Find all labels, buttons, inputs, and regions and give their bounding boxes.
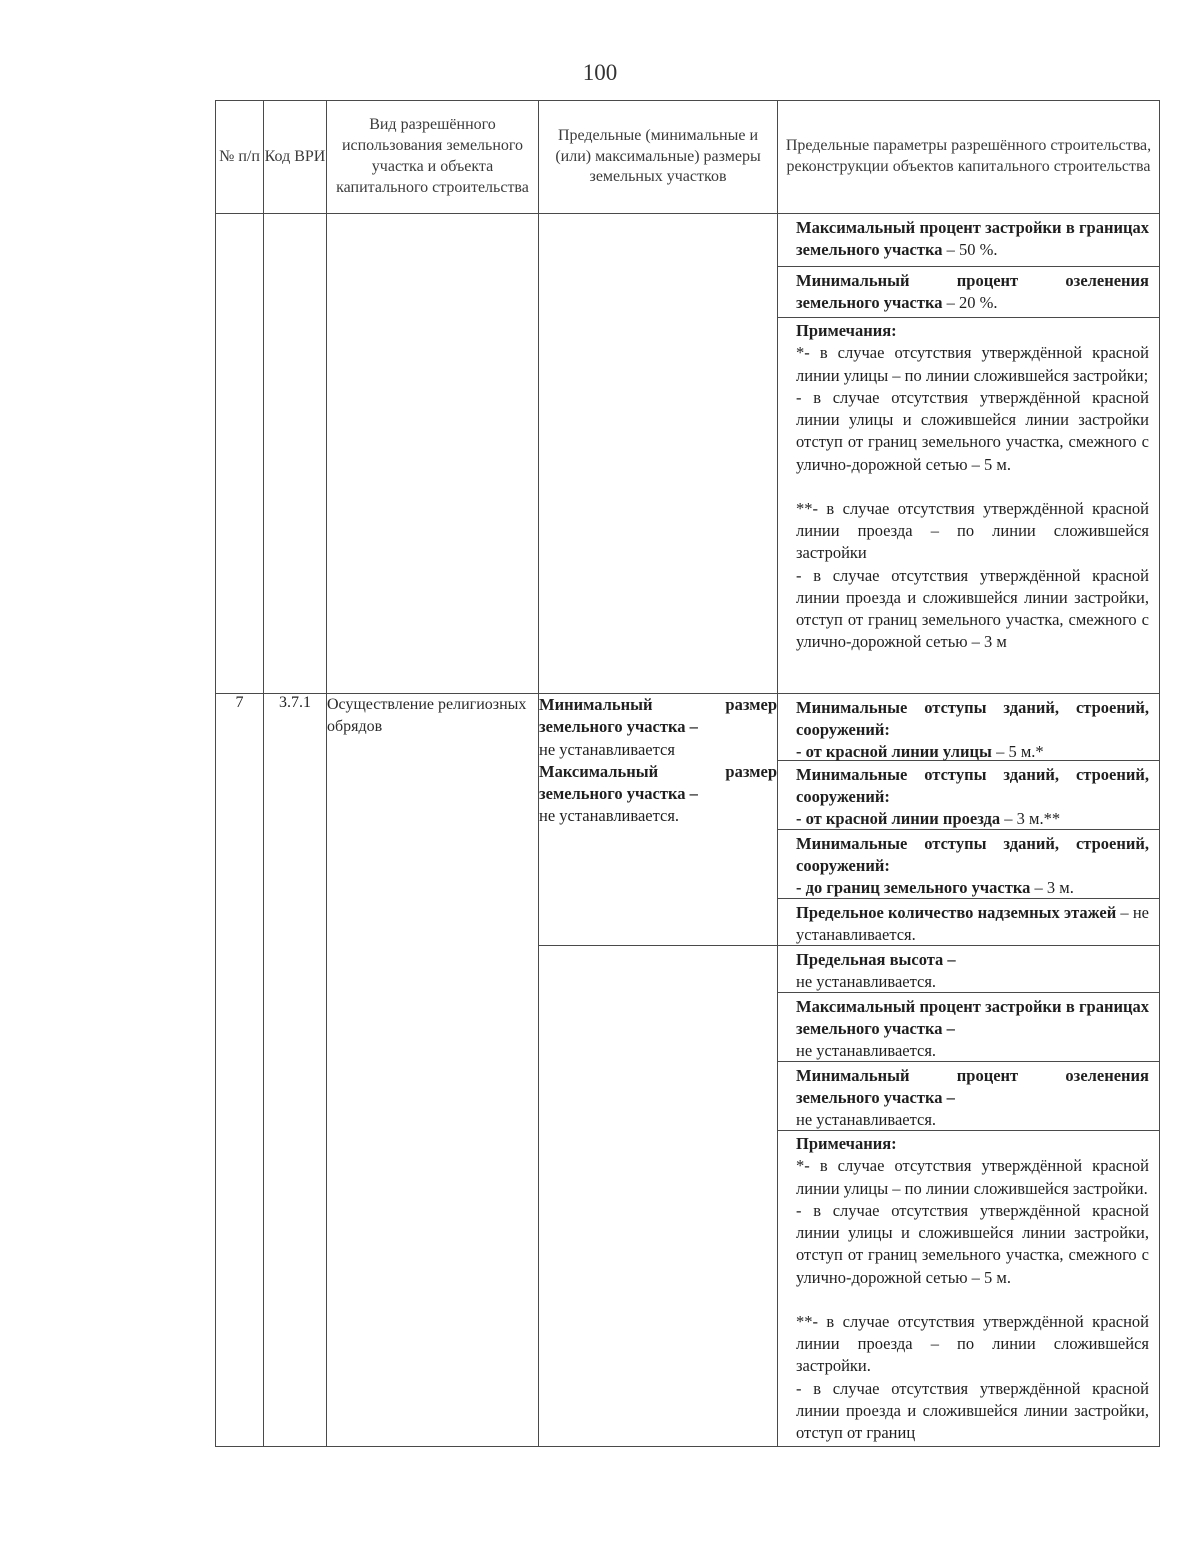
note-item: - в случае отсутствия утверждённой красной линии улицы и сложившейся линии застройки, отступ от границ земельного участка, смежного с улично-дорожной сетью – 5 м. <box>796 1200 1149 1287</box>
row7-params-a <box>778 694 1160 946</box>
header-sizes: Предельные (минимальные и (или) максимальные) размеры земельных участков <box>539 101 778 214</box>
header-code: Код ВРИ <box>264 101 327 214</box>
row7-sizes: Минимальный размер земельного участка – не устанавливается Максимальный размер земельного участка – не устанавливается. <box>539 694 778 946</box>
header-num: № п/п <box>216 101 264 214</box>
row7-num: 7 <box>216 694 264 1447</box>
table-row-7 <box>216 694 1160 946</box>
table-header-row <box>216 101 1160 214</box>
note-item: *- в случае отсутствия утверждённой красной линии улицы – по линии сложившейся застройки. <box>796 1156 1149 1198</box>
row7-sizes-empty <box>539 946 778 1447</box>
page-number: 100 <box>582 60 618 85</box>
row7-use: Осуществление религиозных обрядов <box>327 694 539 1447</box>
param-min-green: Минимальный процент озеленения земельного участка – не устанавливается. <box>778 1062 1159 1131</box>
notes-title: Примечания: <box>796 1134 897 1153</box>
zoning-table <box>215 100 1160 1447</box>
cont-params-cell <box>778 214 1160 694</box>
notes-block <box>778 318 1159 656</box>
param-max-built: Максимальный процент застройки в границах земельного участка – 50 %. <box>778 214 1159 267</box>
note-item: - в случае отсутствия утверждённой красной линии проезда и сложившейся линии застройки, отступ от границ <box>796 1378 1149 1443</box>
cont-num-cell <box>216 214 264 694</box>
note-item: *- в случае отсутствия утверждённой красной линии улицы – по линии сложившейся застройки; <box>796 343 1149 385</box>
param-min-green: Минимальный процент озеленения земельного участка – 20 %. <box>778 267 1159 318</box>
header-params: Предельные параметры разрешённого строительства, реконструкции объектов капитального строительства <box>778 101 1160 214</box>
param-setback-passage: Минимальные отступы зданий, строений, сооружений: - от красной линии проезда – 3 м.** <box>778 761 1159 830</box>
notes-block <box>778 1131 1159 1446</box>
table-row-continuation <box>216 214 1160 694</box>
note-item: **- в случае отсутствия утверждённой красной линии проезда – по линии сложившейся застройки. <box>796 1311 1149 1376</box>
param-height: Предельная высота – не устанавливается. <box>778 946 1159 993</box>
param-setback-street: Минимальные отступы зданий, строений, сооружений: - от красной линии улицы – 5 м.* <box>778 694 1159 761</box>
param-floors: Предельное количество надземных этажей – не устанавливается. <box>796 903 1149 944</box>
notes-title: Примечания: <box>796 321 897 340</box>
row7-params-b <box>778 946 1160 1447</box>
param-max-built: Максимальный процент застройки в границах земельного участка – не устанавливается. <box>778 993 1159 1062</box>
cont-code-cell <box>264 214 327 694</box>
param-setback-boundary: Минимальные отступы зданий, строений, сооружений: - до границ земельного участка – 3 м. <box>778 830 1159 899</box>
note-item: - в случае отсутствия утверждённой красной линии улицы и сложившейся линии застройки отступ от границ земельного участка, смежного с улично-дорожной сетью – 5 м. <box>796 387 1149 474</box>
header-use: Вид разрешённого использования земельного участка и объекта капитального строительства <box>327 101 539 214</box>
note-item: **- в случае отсутствия утверждённой красной линии проезда – по линии сложившейся застройки <box>796 498 1149 563</box>
cont-sizes-cell <box>539 214 778 694</box>
cont-use-cell <box>327 214 539 694</box>
row7-code: 3.7.1 <box>264 694 327 1447</box>
note-item: - в случае отсутствия утверждённой красной линии проезда и сложившейся линии застройки, отступ от границ земельного участка, смежного с улично-дорожной сетью – 3 м <box>796 565 1149 652</box>
